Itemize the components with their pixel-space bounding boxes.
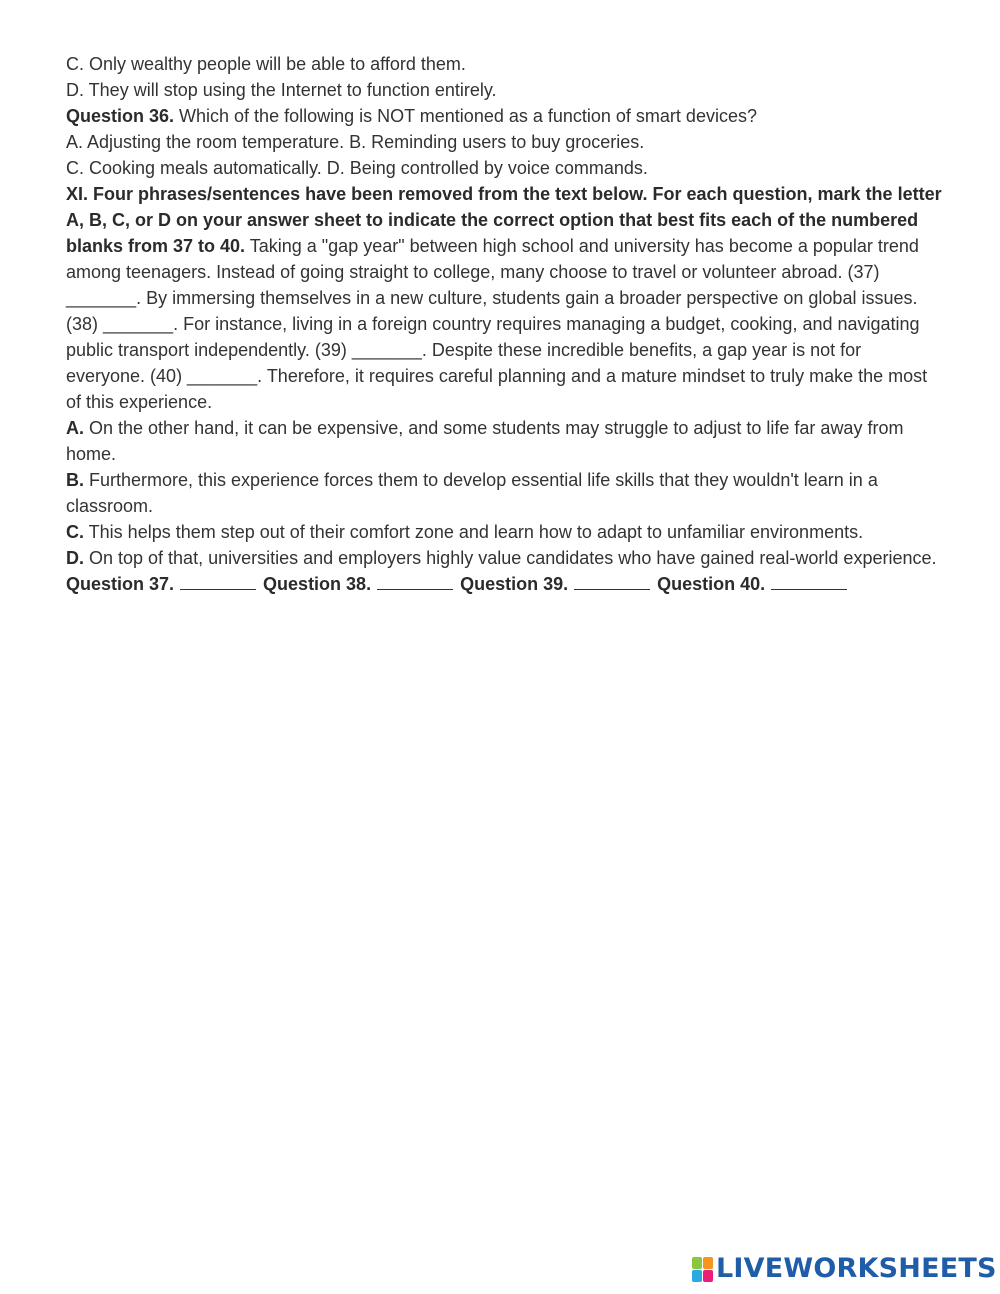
question-36-text: Which of the following is NOT mentioned as a function of smart devices? <box>174 106 757 126</box>
option-c-letter: C. <box>66 522 84 542</box>
answer-40-label: Question 40. <box>657 574 766 594</box>
option-b <box>66 467 944 519</box>
logo-mark-square <box>703 1257 713 1269</box>
q35-option-d: D. They will stop using the Internet to function entirely. <box>66 80 497 100</box>
logo-mark-square <box>692 1270 702 1282</box>
question-36-label: Question 36. <box>66 106 175 126</box>
option-d <box>66 545 944 571</box>
logo-mark-square <box>703 1270 713 1282</box>
option-a-letter: A. <box>66 418 84 438</box>
logo-text: LIVEWORKSHEETS <box>716 1253 997 1284</box>
section-xi-heading: XI. Four phrases/sentences have been removed from the text below. For each question, mark the letter A, B, C, or D on your answer sheet to indicate the correct option that best fits each of the numbered blanks from 37 to 40. <box>66 184 942 256</box>
q36-options-cd: C. Cooking meals automatically. D. Being controlled by voice commands. <box>66 158 648 178</box>
q36-options-ab: A. Adjusting the room temperature. B. Reminding users to buy groceries. <box>66 132 645 152</box>
answer-37-blank[interactable] <box>180 571 256 590</box>
worksheet-page <box>66 51 944 597</box>
option-a-text: On the other hand, it can be expensive, and some students may struggle to adjust to life far away from home. <box>66 418 904 464</box>
answer-38-label: Question 38. <box>263 574 372 594</box>
option-c-text: This helps them step out of their comfort zone and learn how to adapt to unfamiliar environments. <box>84 522 864 542</box>
section-xi <box>66 181 944 415</box>
option-a <box>66 415 944 467</box>
logo-mark-square <box>692 1257 702 1269</box>
answer-40-blank[interactable] <box>771 571 847 590</box>
option-d-letter: D. <box>66 548 84 568</box>
gap-year-passage: Taking a "gap year" between high school and university has become a popular trend among teenagers. Instead of going straight to college, many choose to travel or volunteer abroad. (37) _______. By immersing themselves in a new culture, students gain a broader perspective on global issues. (38) _______. For instance, living in a foreign country requires managing a budget, cooking, and navigating public transport independently. (39) _______. Despite these incredible benefits, a gap year is not for everyone. (40) _______. Therefore, it requires careful planning and a mature mindset to truly make the most of this experience. <box>66 236 928 412</box>
answer-37-label: Question 37. <box>66 574 175 594</box>
option-b-letter: B. <box>66 470 84 490</box>
answer-39-label: Question 39. <box>460 574 569 594</box>
answer-38-blank[interactable] <box>377 571 453 590</box>
logo-mark-icon <box>692 1257 712 1281</box>
answer-row <box>66 571 944 597</box>
option-b-text: Furthermore, this experience forces them to develop essential life skills that they wouldn't learn in a classroom. <box>66 470 878 516</box>
q35-option-c: C. Only wealthy people will be able to afford them. <box>66 54 466 74</box>
liveworksheets-logo <box>692 1254 997 1284</box>
answer-39-blank[interactable] <box>574 571 650 590</box>
option-d-text: On top of that, universities and employers highly value candidates who have gained real-world experience. <box>84 548 937 568</box>
option-c <box>66 519 944 545</box>
question-36 <box>66 103 944 129</box>
